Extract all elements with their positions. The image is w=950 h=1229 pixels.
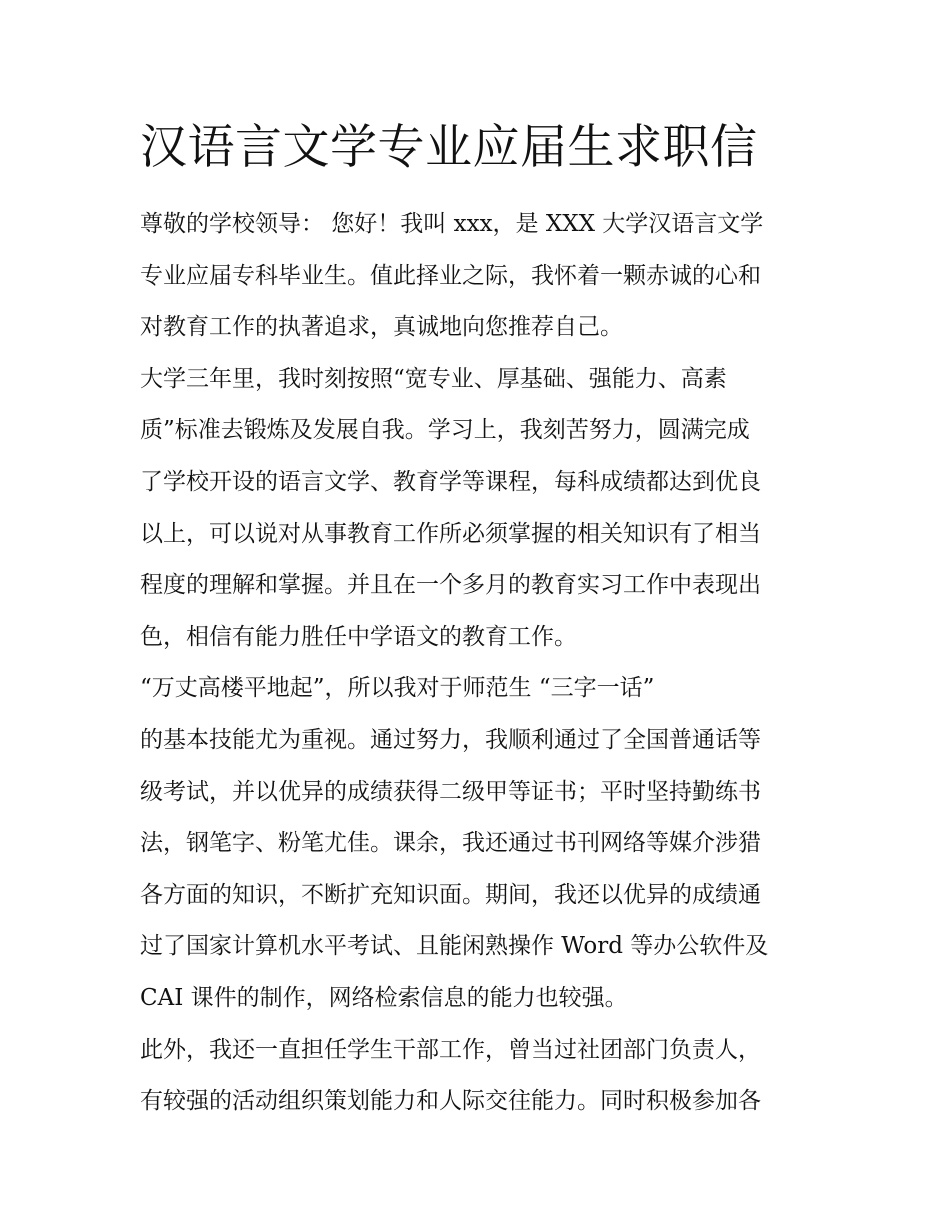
- body-line-13: 法，钢笔字、粉笔尤佳。课余，我还通过书刊网络等媒介涉猎: [140, 830, 761, 857]
- body-line-8: 程度的理解和掌握。并且在一个多月的教育实习工作中表现出: [140, 572, 761, 599]
- body-line-5: 质”标准去锻炼及发展自我。学习上，我刻苦努力，圆满完成: [140, 417, 750, 444]
- body-line-3: 对教育工作的执著追求，真诚地向您推荐自己。: [140, 314, 623, 341]
- body-line-4: 大学三年里，我时刻按照“宽专业、厚基础、强能力、高素: [140, 365, 727, 392]
- body-line-10: “万丈高楼平地起”，所以我对于师范生 “三字一话”: [140, 675, 655, 702]
- body-line-7: 以上，可以说对从事教育工作所必须掌握的相关知识有了相当: [140, 520, 761, 547]
- body-line-11: 的基本技能尤为重视。通过努力，我顺利通过了全国普通话等: [140, 726, 761, 753]
- body-line-17: 此外，我还一直担任学生干部工作，曾当过社团部门负责人，: [140, 1036, 761, 1063]
- body-line-18: 有较强的活动组织策划能力和人际交往能力。同时积极参加各: [140, 1088, 761, 1115]
- body-line-1: 尊敬的学校领导： 您好！我叫 xxx，是 XXX 大学汉语言文学: [140, 211, 764, 237]
- letter-body: [140, 199, 820, 1128]
- document-title: 汉语言文学专业应届生求职信: [140, 120, 758, 175]
- body-line-6: 了学校开设的语言文学、教育学等课程，每科成绩都达到优良: [140, 468, 761, 495]
- body-line-15: 过了国家计算机水平考试、且能闲熟操作 Word 等办公软件及: [140, 933, 769, 960]
- body-line-9: 色，相信有能力胜任中学语文的教育工作。: [140, 623, 577, 650]
- body-line-12: 级考试，并以优异的成绩获得二级甲等证书；平时坚持勤练书: [140, 778, 761, 805]
- body-line-2: 专业应届专科毕业生。值此择业之际，我怀着一颗赤诚的心和: [140, 262, 761, 289]
- body-line-14: 各方面的知识，不断扩充知识面。期间，我还以优异的成绩通: [140, 881, 761, 908]
- body-line-16: CAI 课件的制作，网络检索信息的能力也较强。: [140, 984, 628, 1011]
